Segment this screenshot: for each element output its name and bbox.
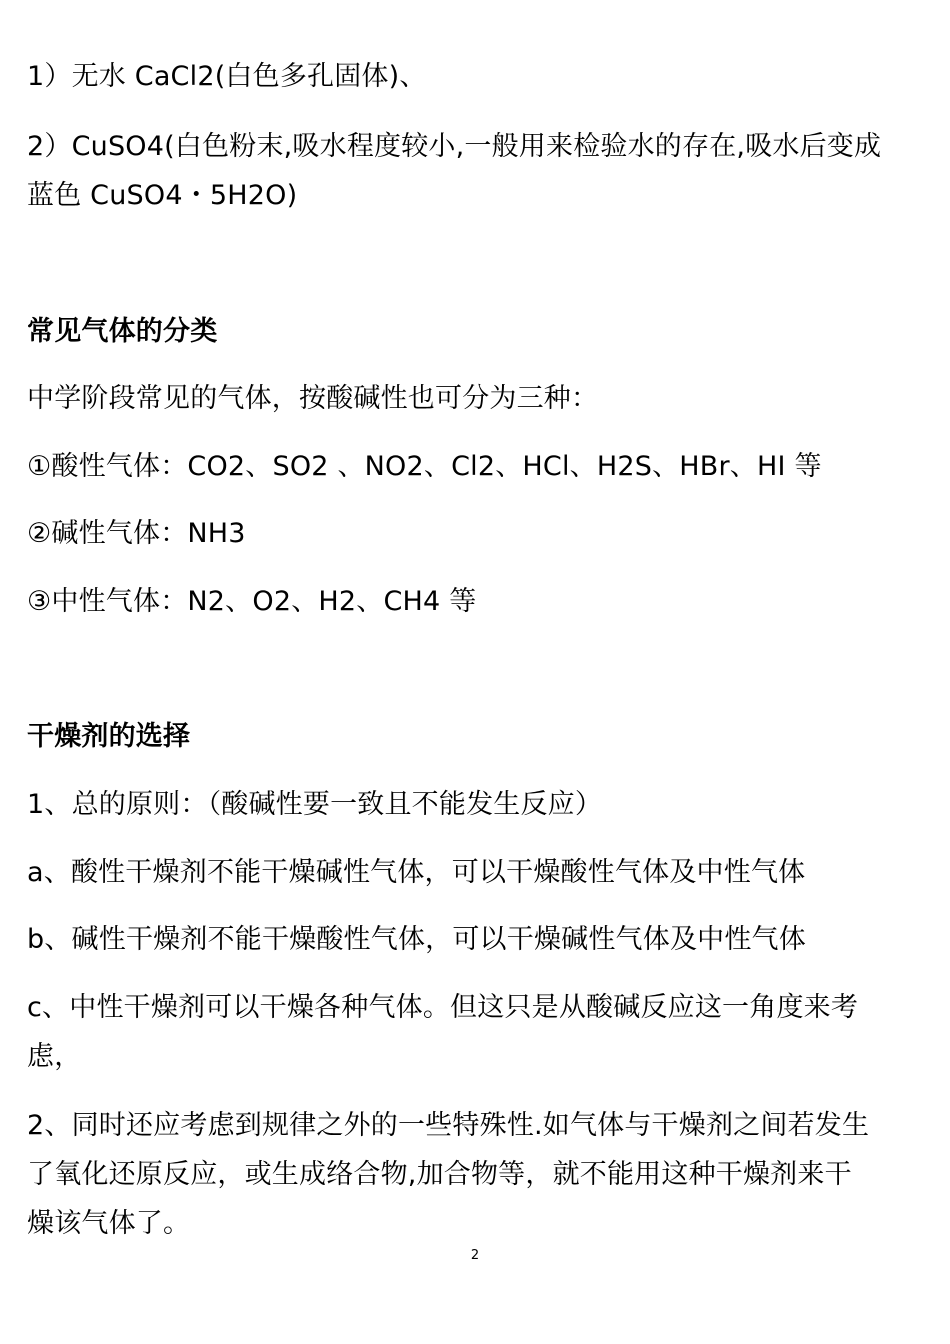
text-line-rule-c-2: 虑， [27,1041,82,1072]
list-item-acidic-gases: ①酸性气体：CO2、SO2 、NO2、Cl2、HCl、H2S、HBr、HI 等 [27,451,822,482]
text-line-gas-intro: 中学阶段常见的气体，按酸碱性也可分为三种： [27,383,599,414]
text-line-general-principle: 1、总的原则：（酸碱性要一致且不能发生反应） [27,789,603,820]
page-number: 2 [470,1248,480,1263]
list-item-basic-gases: ②碱性气体：NH3 [27,518,246,549]
heading-gas-classification: 常见气体的分类 [27,316,218,347]
heading-desiccant-selection: 干燥剂的选择 [27,721,191,752]
text-line-cuso4-2: 蓝色 CuSO4・5H2O) [27,180,298,211]
list-item-neutral-gases: ③中性气体：N2、O2、H2、CH4 等 [27,586,477,617]
text-line-anhydrous-cacl2: 1）无水 CaCl2(白色多孔固体)、 [27,61,427,92]
text-line-rule-a: a、酸性干燥剂不能干燥碱性气体，可以干燥酸性气体及中性气体 [27,857,806,888]
text-line-special-2: 了氧化还原反应，或生成络合物,加合物等，就不能用这种干燥剂来干 [27,1159,852,1190]
text-line-cuso4-1: 2）CuSO4(白色粉末,吸水程度较小,一般用来检验水的存在,吸水后变成 [27,131,882,162]
text-line-rule-c-1: c、中性干燥剂可以干燥各种气体。但这只是从酸碱反应这一角度来考 [27,992,859,1023]
text-line-special-3: 燥该气体了。 [27,1208,191,1239]
text-line-rule-b: b、碱性干燥剂不能干燥酸性气体，可以干燥碱性气体及中性气体 [27,924,806,955]
text-line-special-1: 2、同时还应考虑到规律之外的一些特殊性.如气体与干燥剂之间若发生 [27,1110,870,1141]
